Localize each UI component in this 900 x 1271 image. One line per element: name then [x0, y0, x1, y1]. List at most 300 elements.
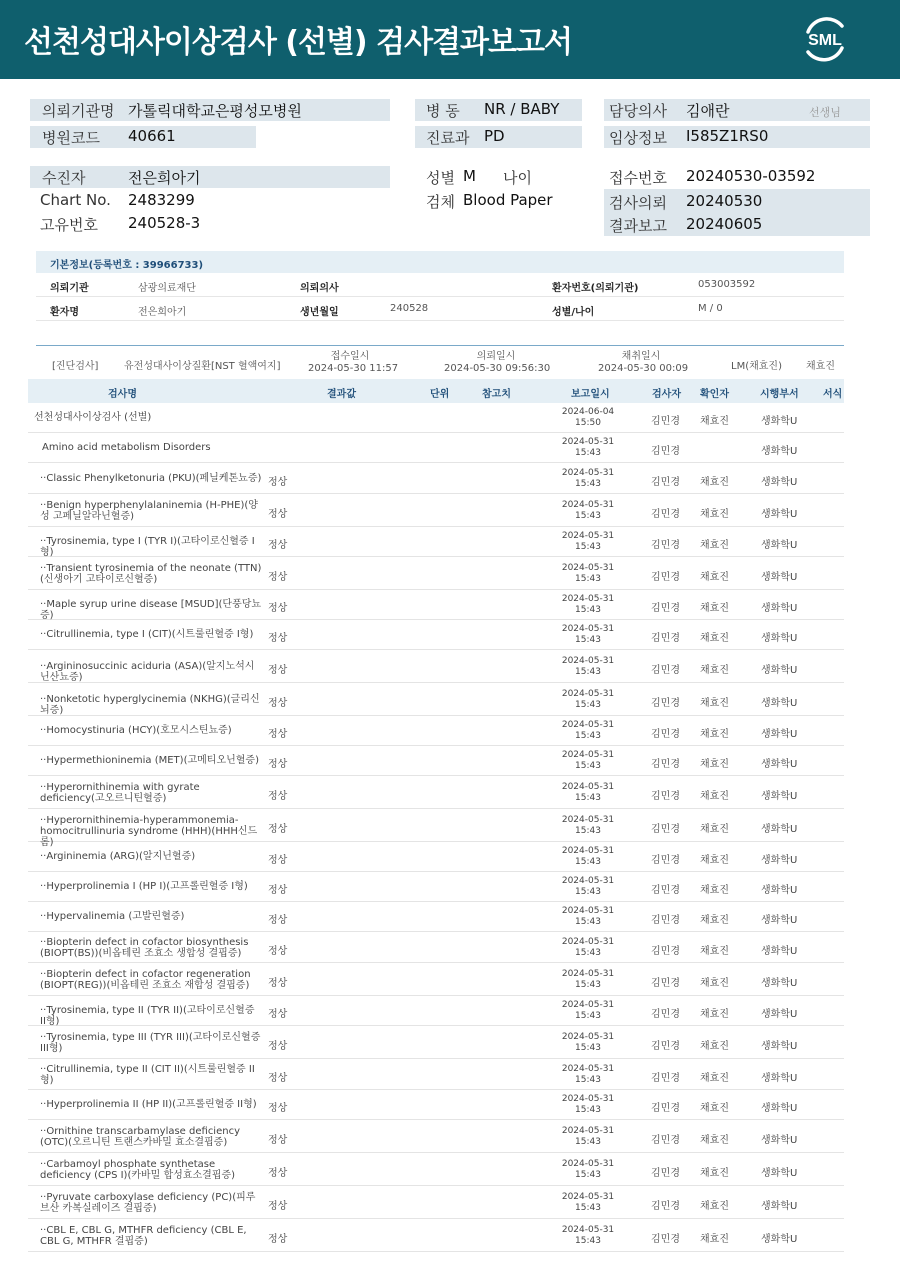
- report-datetime: [560, 1032, 616, 1054]
- basic-value: 삼광의료재단: [138, 283, 196, 294]
- report-time: 15:43: [575, 479, 601, 489]
- report-datetime: [560, 468, 616, 490]
- order-category: [진단검사]: [52, 361, 99, 372]
- confirmer-name: 채효진: [700, 1103, 729, 1114]
- report-date-label: 결과보고: [609, 217, 667, 235]
- table-row: [28, 1090, 844, 1120]
- result-value: 정상: [268, 540, 288, 551]
- section-divider: [36, 345, 844, 346]
- table-row: [28, 902, 844, 932]
- department-name: 생화학U: [761, 885, 798, 896]
- confirmer-name: 채효진: [700, 946, 729, 957]
- report-datetime: [560, 906, 616, 928]
- col-confirmer: 확인자: [700, 389, 729, 400]
- test-name: ··Ornithine transcarbamylase deficiency (OTC)(오르니틴 트랜스카바밀 효소결핍증): [40, 1126, 240, 1148]
- table-row: [28, 963, 844, 996]
- requested-label: 의뢰일시: [476, 351, 516, 362]
- result-value: 정상: [268, 509, 288, 520]
- basic-info-row: [36, 273, 844, 297]
- report-time: 15:43: [575, 1203, 601, 1213]
- basic-key: 환자명: [50, 307, 79, 318]
- department-name: 생화학U: [761, 1201, 798, 1212]
- report-datetime: [560, 624, 616, 646]
- doctor-label: 담당의사: [609, 102, 667, 120]
- report-datetime: [560, 815, 616, 837]
- sml-logo-icon: [798, 12, 852, 66]
- report-time: 15:43: [575, 574, 601, 584]
- report-date: 2024-05-31: [561, 1192, 615, 1202]
- report-datetime: [560, 1094, 616, 1116]
- basic-key: 생년월일: [300, 307, 339, 318]
- confirmer-name: 채효진: [700, 633, 729, 644]
- examiner-name: 김민경: [651, 1168, 680, 1179]
- report-datetime: [560, 407, 616, 429]
- report-time: 15:43: [575, 605, 601, 615]
- requested-value: 2024-05-30 09:56:30: [444, 363, 551, 374]
- report-date: 2024-05-31: [561, 689, 615, 699]
- table-row: [28, 996, 844, 1026]
- result-value: 정상: [268, 729, 288, 740]
- age-label: 나이: [503, 169, 532, 187]
- examiner-name: 김민경: [651, 633, 680, 644]
- report-datetime: [560, 656, 616, 678]
- report-datetime: [560, 969, 616, 991]
- examiner-name: 김민경: [651, 1135, 680, 1146]
- result-value: 정상: [268, 915, 288, 926]
- results-table-header: [28, 379, 844, 403]
- department-name: 생화학U: [761, 1041, 798, 1052]
- report-time: 15:43: [575, 948, 601, 958]
- order-row: [36, 348, 844, 378]
- test-name: ··Hyperprolinemia II (HP II)(고프롤린혈증 II형): [40, 1099, 257, 1110]
- receipt-no-label: 접수번호: [609, 169, 667, 187]
- examiner-name: 김민경: [651, 978, 680, 989]
- collected-label: 채취일시: [621, 351, 661, 362]
- ward-label: 병 동: [426, 102, 460, 120]
- department-name: 생화학U: [761, 540, 798, 551]
- report-date: 2024-05-31: [561, 468, 615, 478]
- result-value: 정상: [268, 665, 288, 676]
- report-date: 2024-05-31: [561, 437, 615, 447]
- confirmer-name: 채효진: [700, 729, 729, 740]
- report-time: 15:43: [575, 793, 601, 803]
- report-datetime: [560, 846, 616, 868]
- result-value: 정상: [268, 572, 288, 583]
- result-value: 정상: [268, 1234, 288, 1245]
- department-name: 생화학U: [761, 978, 798, 989]
- test-name: ··Hypermethioninemia (MET)(고메티오닌혈증): [40, 755, 259, 766]
- department-name: 생화학U: [761, 1073, 798, 1084]
- confirmer-name: 채효진: [700, 540, 729, 551]
- test-name: ··Hyperprolinemia I (HP I)(고프롤린혈증 I형): [40, 881, 248, 892]
- test-name: ··Biopterin defect in cofactor biosynthesis (BIOPT(BS))(비옵테린 조효소 생합성 결핍증): [40, 937, 249, 959]
- collected-value: 2024-05-30 00:09: [598, 363, 689, 374]
- confirmer-name: 채효진: [700, 824, 729, 835]
- report-date: 2024-05-31: [561, 969, 615, 979]
- report-date-value: 20240605: [686, 215, 763, 233]
- examiner-name: 김민경: [651, 1009, 680, 1020]
- table-row: [28, 746, 844, 776]
- report-time: 15:43: [575, 731, 601, 741]
- report-datetime: [560, 1064, 616, 1086]
- examiner-name: 김민경: [651, 791, 680, 802]
- report-date: 2024-05-31: [561, 720, 615, 730]
- report-date: 2024-05-31: [561, 1000, 615, 1010]
- examiner-name: 김민경: [651, 1201, 680, 1212]
- doctor-value: 김애란: [686, 102, 730, 120]
- examiner-name: 김민경: [651, 729, 680, 740]
- test-name: ··Biopterin defect in cofactor regeneration (BIOPT(REG))(비옵테린 조효소 재합성 결핍증): [40, 969, 251, 991]
- order-received: [308, 351, 399, 375]
- result-value: 정상: [268, 855, 288, 866]
- department-name: 생화학U: [761, 759, 798, 770]
- basic-key: 환자번호(의뢰기관): [552, 283, 639, 294]
- test-name: ··Maple syrup urine disease [MSUD](단풍당뇨증): [40, 599, 262, 621]
- order-lab: LM(채효진): [731, 361, 782, 372]
- test-name: ··Hyperornithinemia-hyperammonemia-homocitrullinuria syndrome (HHH)(HHH신드롬): [40, 815, 258, 848]
- department-name: 생화학U: [761, 729, 798, 740]
- department-name: 생화학U: [761, 572, 798, 583]
- confirmer-name: 채효진: [700, 915, 729, 926]
- test-name: ··Argininemia (ARG)(알지닌혈증): [40, 851, 196, 862]
- report-time: 15:43: [575, 1105, 601, 1115]
- examiner-name: 김민경: [651, 1234, 680, 1245]
- confirmer-name: 채효진: [700, 698, 729, 709]
- test-name: ··Tyrosinemia, type II (TYR II)(고타이로신혈증 II형): [40, 1005, 255, 1027]
- result-value: 정상: [268, 603, 288, 614]
- report-time: 15:43: [575, 667, 601, 677]
- report-time: 15:43: [575, 542, 601, 552]
- basic-key: 성별/나이: [552, 307, 595, 318]
- report-datetime: [560, 563, 616, 585]
- report-date: 2024-05-31: [561, 531, 615, 541]
- examiner-name: 김민경: [651, 540, 680, 551]
- confirmer-name: 채효진: [700, 1201, 729, 1212]
- table-row: [28, 932, 844, 963]
- hospital-code-label: 병원코드: [42, 129, 100, 147]
- confirmer-name: 채효진: [700, 665, 729, 676]
- table-row: [28, 842, 844, 872]
- report-date: 2024-05-31: [561, 815, 615, 825]
- request-date-label: 검사의뢰: [609, 194, 667, 212]
- report-time: 15:43: [575, 1043, 601, 1053]
- department-label: 진료과: [426, 129, 470, 147]
- basic-value: 240528: [390, 303, 429, 314]
- report-datetime: [560, 594, 616, 616]
- test-name: ··Tyrosinemia, type III (TYR III)(고타이로신혈증 III형): [40, 1032, 261, 1054]
- report-date: 2024-05-31: [561, 782, 615, 792]
- department-name: 생화학U: [761, 509, 798, 520]
- received-value: 2024-05-30 11:57: [308, 363, 399, 374]
- table-row: [28, 590, 844, 620]
- report-date: 2024-05-31: [561, 500, 615, 510]
- report-time: 15:43: [575, 448, 601, 458]
- order-collected: [598, 351, 689, 375]
- table-row: [28, 683, 844, 716]
- table-row: [28, 494, 844, 527]
- table-row: [28, 872, 844, 902]
- report-date: 2024-05-31: [561, 906, 615, 916]
- report-date: 2024-05-31: [561, 1032, 615, 1042]
- department-name: 생화학U: [761, 1234, 798, 1245]
- department-name: 생화학U: [761, 446, 798, 457]
- table-row: [28, 403, 844, 433]
- report-datetime: [560, 937, 616, 959]
- result-value: 정상: [268, 1103, 288, 1114]
- table-row: [28, 463, 844, 494]
- confirmer-name: 채효진: [700, 1041, 729, 1052]
- examiner-name: 김민경: [651, 1103, 680, 1114]
- report-time: 15:43: [575, 511, 601, 521]
- results-table-body: [28, 403, 844, 1252]
- department-name: 생화학U: [761, 1168, 798, 1179]
- doctor-suffix: 선생님: [809, 106, 841, 119]
- examiner-name: 김민경: [651, 824, 680, 835]
- report-date: 2024-05-31: [561, 1225, 615, 1235]
- sex-label: 성별: [426, 169, 455, 187]
- confirmer-name: 채효진: [700, 416, 729, 427]
- examiner-name: 김민경: [651, 477, 680, 488]
- test-name: Amino acid metabolism Disorders: [42, 442, 211, 453]
- result-value: 정상: [268, 1073, 288, 1084]
- hospital-code-value: 40661: [128, 127, 176, 145]
- report-date: 2024-05-31: [561, 1159, 615, 1169]
- report-date: 2024-05-31: [561, 876, 615, 886]
- confirmer-name: 채효진: [700, 477, 729, 488]
- result-value: 정상: [268, 1135, 288, 1146]
- report-time: 15:43: [575, 1011, 601, 1021]
- department-name: 생화학U: [761, 1103, 798, 1114]
- report-time: 15:43: [575, 917, 601, 927]
- test-name: 선천성대사이상검사 (선별): [34, 412, 152, 423]
- test-name: ··Pyruvate carboxylase deficiency (PC)(피루브산 카복실레이즈 결핍증): [40, 1192, 256, 1214]
- report-time: 15:43: [575, 1075, 601, 1085]
- confirmer-name: 채효진: [700, 978, 729, 989]
- confirmer-name: 채효진: [700, 759, 729, 770]
- confirmer-name: 채효진: [700, 885, 729, 896]
- report-datetime: [560, 689, 616, 711]
- col-report: 보고일시: [571, 389, 610, 400]
- examiner-name: 김민경: [651, 572, 680, 583]
- confirmer-name: 채효진: [700, 509, 729, 520]
- col-result: 결과값: [327, 389, 356, 400]
- department-name: 생화학U: [761, 855, 798, 866]
- table-row: [28, 776, 844, 809]
- examiner-name: 김민경: [651, 665, 680, 676]
- report-date: 2024-05-31: [561, 750, 615, 760]
- test-name: ··Homocystinuria (HCY)(호모시스틴뇨증): [40, 725, 232, 736]
- report-date: 2024-06-04: [561, 407, 615, 417]
- table-row: [28, 1186, 844, 1219]
- col-unit: 단위: [430, 389, 450, 400]
- request-date-value: 20240530: [686, 192, 763, 210]
- report-datetime: [560, 1192, 616, 1214]
- report-time: 15:43: [575, 826, 601, 836]
- result-value: 정상: [268, 885, 288, 896]
- basic-value: 전은희아기: [138, 307, 187, 318]
- basic-info-heading: 기본정보(등록번호 : 39966733): [36, 251, 844, 273]
- department-name: 생화학U: [761, 477, 798, 488]
- sml-logo: [798, 12, 852, 66]
- test-name: ··Hyperornithinemia with gyrate deficiency(고오르니틴혈증): [40, 782, 200, 804]
- basic-value: M / 0: [698, 303, 723, 314]
- report-time: 15:43: [575, 887, 601, 897]
- table-row: [28, 716, 844, 746]
- examiner-name: 김민경: [651, 509, 680, 520]
- report-date: 2024-05-31: [561, 1126, 615, 1136]
- department-name: 생화학U: [761, 665, 798, 676]
- report-date: 2024-05-31: [561, 1094, 615, 1104]
- department-name: 생화학U: [761, 791, 798, 802]
- examiner-name: 김민경: [651, 1041, 680, 1052]
- examiner-name: 김민경: [651, 946, 680, 957]
- department-name: 생화학U: [761, 946, 798, 957]
- report-time: 15:43: [575, 980, 601, 990]
- table-row: [28, 557, 844, 590]
- test-name: ··Classic Phenylketonuria (PKU)(페닐케톤뇨증): [40, 473, 262, 484]
- table-row: [28, 527, 844, 557]
- basic-value: 053003592: [698, 279, 756, 290]
- test-name: ··Nonketotic hyperglycinemia (NKHG)(글리신뇌증): [40, 694, 260, 716]
- report-datetime: [560, 1159, 616, 1181]
- report-date: 2024-05-31: [561, 846, 615, 856]
- report-date: 2024-05-31: [561, 937, 615, 947]
- result-value: 정상: [268, 477, 288, 488]
- report-time: 15:43: [575, 761, 601, 771]
- test-name: ··Citrullinemia, type I (CIT)(시트룰린혈증 I형): [40, 629, 254, 640]
- examiner-name: 김민경: [651, 855, 680, 866]
- institution-label: 의뢰기관명: [42, 102, 115, 120]
- report-datetime: [560, 750, 616, 772]
- table-row: [28, 433, 844, 463]
- report-date: 2024-05-31: [561, 594, 615, 604]
- department-name: 생화학U: [761, 1135, 798, 1146]
- unique-no-label: 고유번호: [40, 216, 98, 234]
- examiner-name: 김민경: [651, 446, 680, 457]
- report-time: 15:43: [575, 635, 601, 645]
- report-time: 15:43: [575, 1236, 601, 1246]
- examiner-name: 김민경: [651, 416, 680, 427]
- logo-text: SML: [808, 32, 842, 49]
- report-title: 선천성대사이상검사 (선별) 검사결과보고서: [24, 25, 572, 60]
- basic-key: 의뢰의사: [300, 283, 339, 294]
- report-header: [0, 0, 900, 79]
- table-row: [28, 809, 844, 848]
- col-dept: 시행부서: [760, 389, 799, 400]
- department-name: 생화학U: [761, 915, 798, 926]
- confirmer-name: 채효진: [700, 1009, 729, 1020]
- result-value: 정상: [268, 1041, 288, 1052]
- result-value: 정상: [268, 633, 288, 644]
- patient-label: 수진자: [42, 169, 86, 187]
- examiner-name: 김민경: [651, 915, 680, 926]
- unique-no-value: 240528-3: [128, 214, 201, 232]
- specimen-label: 검체: [426, 193, 455, 211]
- report-datetime: [560, 531, 616, 553]
- table-row: [28, 1153, 844, 1186]
- report-datetime: [560, 720, 616, 742]
- department-name: 생화학U: [761, 698, 798, 709]
- report-time: 15:50: [575, 418, 601, 428]
- result-value: 정상: [268, 698, 288, 709]
- clinical-info-value: I585Z1RS0: [686, 127, 769, 145]
- test-name: ··Carbamoyl phosphate synthetase deficiency (CPS I)(카바밀 합성효소결핍증): [40, 1159, 236, 1181]
- confirmer-name: 채효진: [700, 855, 729, 866]
- test-name: ··Argininosuccinic aciduria (ASA)(알지노석시닌산뇨증): [40, 661, 255, 683]
- test-name: ··CBL E, CBL G, MTHFR deficiency (CBL E, CBL G, MTHFR 결핍증): [40, 1225, 247, 1247]
- department-name: 생화학U: [761, 824, 798, 835]
- order-test: 유전성대사이상질환[NST 혈액여지]: [124, 361, 281, 372]
- report-datetime: [560, 1225, 616, 1247]
- examiner-name: 김민경: [651, 1073, 680, 1084]
- table-row: [28, 1219, 844, 1252]
- department-name: 생화학U: [761, 633, 798, 644]
- result-value: 정상: [268, 1009, 288, 1020]
- report-date: 2024-05-31: [561, 656, 615, 666]
- test-name: ··Benign hyperphenylalaninemia (H-PHE)(양성 고페닐알라닌혈증): [40, 500, 258, 522]
- col-form: 서식: [823, 389, 843, 400]
- report-time: 15:43: [575, 700, 601, 710]
- table-row: [28, 1120, 844, 1153]
- result-value: 정상: [268, 824, 288, 835]
- test-name: ··Citrullinemia, type II (CIT II)(시트룰린혈증 II형): [40, 1064, 255, 1086]
- report-date: 2024-05-31: [561, 563, 615, 573]
- basic-info-row: [36, 297, 844, 321]
- col-ref: 참고치: [482, 389, 511, 400]
- confirmer-name: 채효진: [700, 1135, 729, 1146]
- report-datetime: [560, 437, 616, 459]
- department-name: 생화학U: [761, 603, 798, 614]
- examiner-name: 김민경: [651, 885, 680, 896]
- table-row: [28, 650, 844, 683]
- basic-key: 의뢰기관: [50, 283, 89, 294]
- sex-value: M: [463, 167, 476, 185]
- institution-value: 가톨릭대학교은평성모병원: [128, 102, 302, 120]
- report-datetime: [560, 876, 616, 898]
- chart-no-value: 2483299: [128, 191, 195, 209]
- table-row: [28, 620, 844, 650]
- report-time: 15:43: [575, 1137, 601, 1147]
- result-value: 정상: [268, 946, 288, 957]
- receipt-no-value: 20240530-03592: [686, 167, 816, 185]
- department-name: 생화학U: [761, 416, 798, 427]
- result-value: 정상: [268, 759, 288, 770]
- specimen-value: Blood Paper: [463, 191, 553, 209]
- confirmer-name: 채효진: [700, 1234, 729, 1245]
- result-value: 정상: [268, 978, 288, 989]
- clinical-info-label: 임상정보: [609, 129, 667, 147]
- report-date: 2024-05-31: [561, 624, 615, 634]
- confirmer-name: 채효진: [700, 1073, 729, 1084]
- basic-info-section: [36, 251, 844, 321]
- examiner-name: 김민경: [651, 698, 680, 709]
- test-name: ··Hypervalinemia (고발린혈증): [40, 911, 185, 922]
- department-name: 생화학U: [761, 1009, 798, 1020]
- confirmer-name: 채효진: [700, 572, 729, 583]
- test-name: ··Transient tyrosinemia of the neonate (TTN)(신생아기 고타이로신혈증): [40, 563, 262, 585]
- report-date: 2024-05-31: [561, 1064, 615, 1074]
- result-value: 정상: [268, 791, 288, 802]
- report-datetime: [560, 1126, 616, 1148]
- order-staff: 채효진: [806, 361, 835, 372]
- result-value: 정상: [268, 1201, 288, 1212]
- report-datetime: [560, 500, 616, 522]
- report-datetime: [560, 782, 616, 804]
- chart-no-label: Chart No.: [40, 191, 111, 209]
- report-time: 15:43: [575, 1170, 601, 1180]
- table-row: [28, 1026, 844, 1059]
- report-time: 15:43: [575, 857, 601, 867]
